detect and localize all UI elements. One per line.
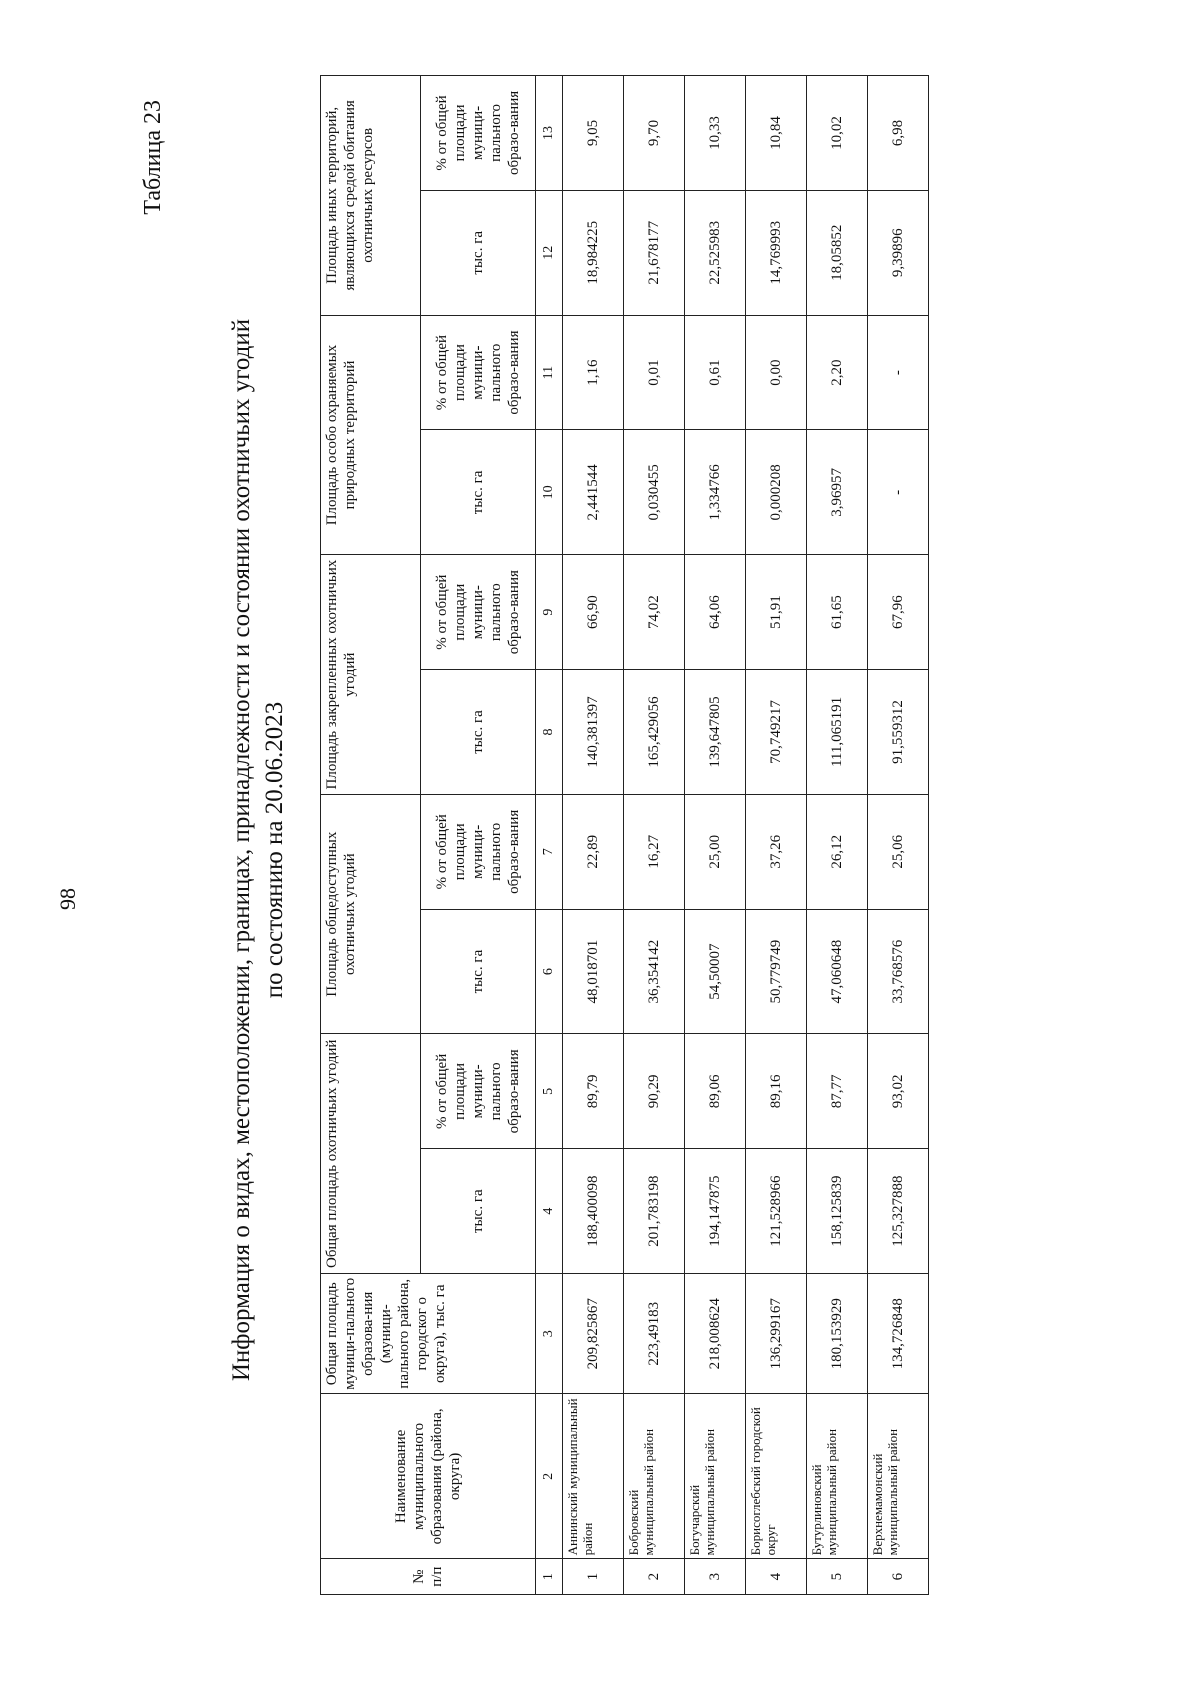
table-cell: 22,89 [563, 794, 624, 909]
column-index-cell: 8 [536, 670, 563, 795]
header-assigned-hunting-area: Площадь закрепленных охотничьих угодий [321, 555, 421, 795]
header-other-habitat-area: Площадь иных территорий, являющихся средой обитания охотничьих ресурсов [321, 76, 421, 316]
header-name: Наименование муниципального образования (района, округа) [321, 1394, 536, 1559]
municipality-name-cell: Бобровский муниципальный район [624, 1394, 685, 1559]
table-row [624, 76, 685, 1595]
header-unit: тыс. га [421, 190, 536, 315]
header-total-hunting-area: Общая площадь охотничьих угодий [321, 1034, 421, 1274]
table-cell: 139,647805 [685, 670, 746, 795]
table-cell: 87,77 [807, 1034, 868, 1149]
table-cell: 9,39896 [868, 190, 929, 315]
table-row [746, 76, 807, 1595]
page-number: 98 [55, 888, 80, 910]
table-cell: 61,65 [807, 555, 868, 670]
table-cell: 9,70 [624, 76, 685, 191]
table-cell: 25,00 [685, 794, 746, 909]
table-cell: 51,91 [746, 555, 807, 670]
table-cell: 70,749217 [746, 670, 807, 795]
header-pct: % от общей площади муници-пального образо-вания [421, 315, 536, 430]
column-index-cell: 9 [536, 555, 563, 670]
title-line-2: по состоянию на 20.06.2023 [261, 701, 288, 999]
column-index-cell: 6 [536, 909, 563, 1034]
table-cell: 218,008624 [685, 1274, 746, 1394]
municipality-name-cell: Верхнемамонский муниципальный район [868, 1394, 929, 1559]
table-cell: 180,153929 [807, 1274, 868, 1394]
table-cell: 21,678177 [624, 190, 685, 315]
table-cell: 91,559312 [868, 670, 929, 795]
table-cell: 26,12 [807, 794, 868, 909]
table-cell: 121,528966 [746, 1149, 807, 1274]
header-unit: тыс. га [421, 430, 536, 555]
column-index-cell: 12 [536, 190, 563, 315]
table-cell: 2,20 [807, 315, 868, 430]
table-cell: 209,825867 [563, 1274, 624, 1394]
header-protected-area: Площадь особо охраняемых природных территорий [321, 315, 421, 555]
header-num: № п/п [321, 1559, 536, 1595]
table-cell: 48,018701 [563, 909, 624, 1034]
table-cell: 36,354142 [624, 909, 685, 1034]
table-row [563, 76, 624, 1595]
column-index-cell: 1 [536, 1559, 563, 1595]
table-cell: 89,06 [685, 1034, 746, 1149]
table-cell: 25,06 [868, 794, 929, 909]
header-pct: % от общей площади муници-пального образо-вания [421, 76, 536, 191]
table-cell: 3,96957 [807, 430, 868, 555]
header-unit: тыс. га [421, 909, 536, 1034]
table-cell: 140,381397 [563, 670, 624, 795]
table-cell: 223,49183 [624, 1274, 685, 1394]
table-cell: 2 [624, 1559, 685, 1595]
table-cell: 1,16 [563, 315, 624, 430]
column-index-cell: 7 [536, 794, 563, 909]
table-cell: 90,29 [624, 1034, 685, 1149]
header-pct: % от общей площади муници-пального образо-вания [421, 555, 536, 670]
table-cell: 165,429056 [624, 670, 685, 795]
header-public-hunting-area: Площадь общедоступных охотничьих угодий [321, 794, 421, 1034]
table-cell: 201,783198 [624, 1149, 685, 1274]
table-cell: 66,90 [563, 555, 624, 670]
table-row [807, 76, 868, 1595]
table-cell: 0,000208 [746, 430, 807, 555]
table-cell: 89,79 [563, 1034, 624, 1149]
municipality-name-cell: Борисоглебский городской округ [746, 1394, 807, 1559]
table-cell: 10,33 [685, 76, 746, 191]
table-cell: 158,125839 [807, 1149, 868, 1274]
municipality-name-cell: Богучарский муниципальный район [685, 1394, 746, 1559]
table-cell: 54,50007 [685, 909, 746, 1034]
table-cell: 33,768576 [868, 909, 929, 1034]
table-row [685, 76, 746, 1595]
table-cell: 5 [807, 1559, 868, 1595]
table-cell: 125,327888 [868, 1149, 929, 1274]
table-cell: 0,01 [624, 315, 685, 430]
table-cell: 0,00 [746, 315, 807, 430]
table-cell: 74,02 [624, 555, 685, 670]
column-index-cell: 2 [536, 1394, 563, 1559]
municipality-name-cell: Бутурлиновский муниципальный район [807, 1394, 868, 1559]
table-cell: 1 [563, 1559, 624, 1595]
column-index-cell: 11 [536, 315, 563, 430]
table-row [868, 76, 929, 1595]
table-cell: 134,726848 [868, 1274, 929, 1394]
table-cell: 50,779749 [746, 909, 807, 1034]
title-line-1: Информация о видах, местоположении, границах, принадлежности и состоянии охотничьих угодий [228, 318, 255, 1382]
table-cell: 9,05 [563, 76, 624, 191]
table-cell: 6 [868, 1559, 929, 1595]
table-cell: 67,96 [868, 555, 929, 670]
column-index-cell: 4 [536, 1149, 563, 1274]
table-cell: 37,26 [746, 794, 807, 909]
table-cell: 10,84 [746, 76, 807, 191]
table-cell: 0,61 [685, 315, 746, 430]
table-cell: 194,147875 [685, 1149, 746, 1274]
column-index-row [536, 76, 563, 1595]
table-cell: 4 [746, 1559, 807, 1595]
column-index-cell: 3 [536, 1274, 563, 1394]
table-cell: - [868, 430, 929, 555]
table-cell: 93,02 [868, 1034, 929, 1149]
table-cell: 3 [685, 1559, 746, 1595]
table-cell: - [868, 315, 929, 430]
table-cell: 6,98 [868, 76, 929, 191]
table-cell: 14,769993 [746, 190, 807, 315]
table-cell: 89,16 [746, 1034, 807, 1149]
header-unit: тыс. га [421, 1149, 536, 1274]
table-cell: 188,400098 [563, 1149, 624, 1274]
table-cell: 10,02 [807, 76, 868, 191]
table-cell: 22,525983 [685, 190, 746, 315]
table-cell: 64,06 [685, 555, 746, 670]
header-total-area: Общая площадь муници-пального образова-ния (муници-пального района, городског о округа), тыс. га [321, 1274, 536, 1394]
table-label: Таблица 23 [140, 100, 166, 215]
header-unit: тыс. га [421, 670, 536, 795]
table-cell: 136,299167 [746, 1274, 807, 1394]
column-index-cell: 5 [536, 1034, 563, 1149]
municipality-name-cell: Аннинский муниципальный район [563, 1394, 624, 1559]
table-cell: 1,334766 [685, 430, 746, 555]
table-cell: 18,05852 [807, 190, 868, 315]
header-pct: % от общей площади муници-пального образо-вания [421, 794, 536, 909]
hunting-grounds-table [320, 75, 929, 1595]
column-index-cell: 13 [536, 76, 563, 191]
table-cell: 0,030455 [624, 430, 685, 555]
table-cell: 16,27 [624, 794, 685, 909]
page-title [225, 0, 291, 1700]
header-pct: % от общей площади муници-пального образо-вания [421, 1034, 536, 1149]
table-cell: 111,065191 [807, 670, 868, 795]
table-cell: 2,441544 [563, 430, 624, 555]
table-cell: 47,060648 [807, 909, 868, 1034]
column-index-cell: 10 [536, 430, 563, 555]
table-cell: 18,984225 [563, 190, 624, 315]
